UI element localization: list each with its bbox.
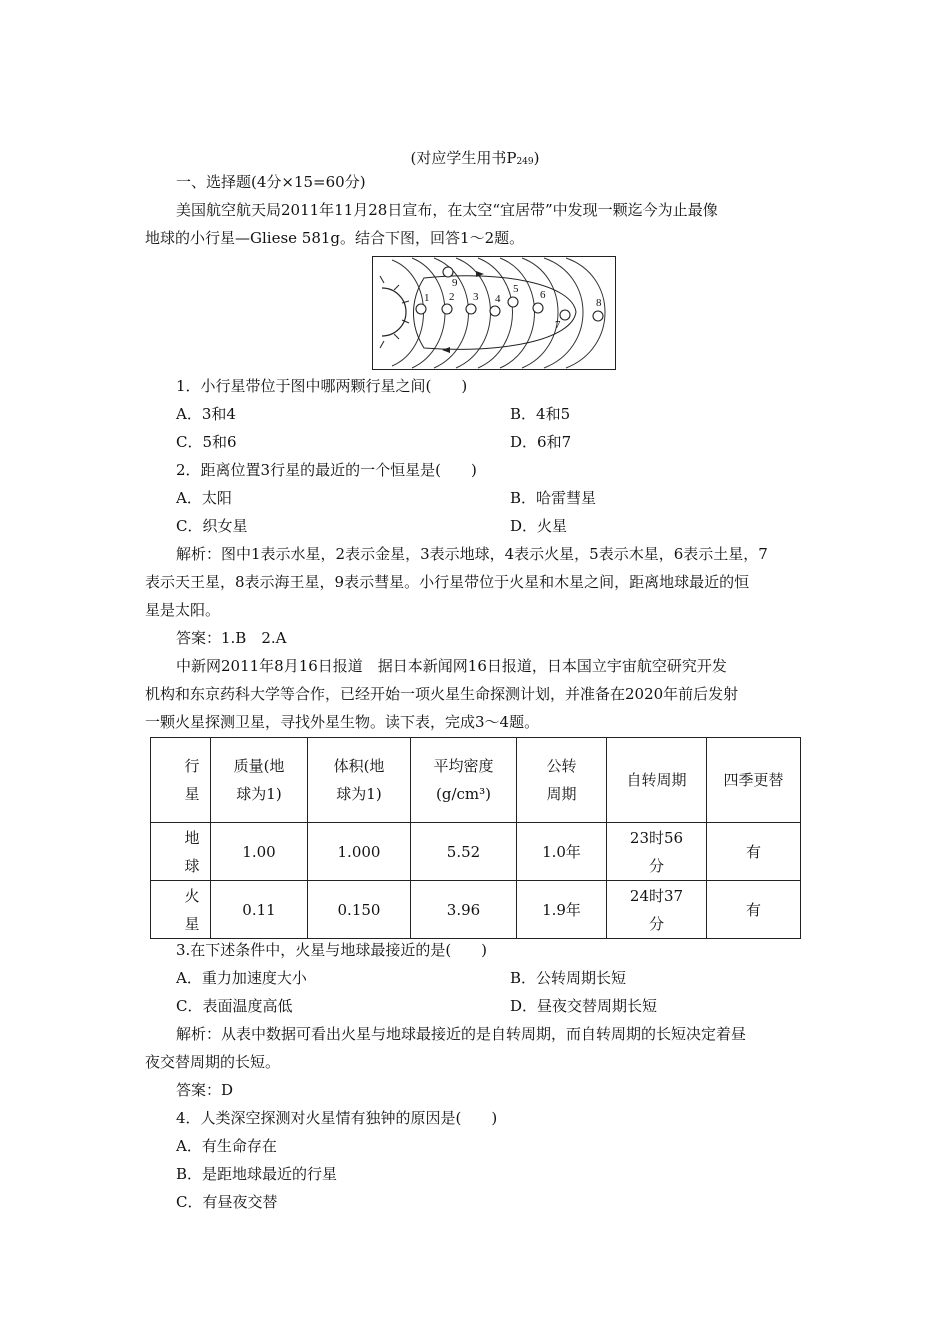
- analysis-line: 夜交替周期的长短。: [145, 1053, 281, 1071]
- answer-3: 答案：D: [176, 1081, 234, 1099]
- intro-paragraph-line: 地球的小行星—Gliese 581g。结合下图，回答1～2题。: [145, 229, 525, 247]
- answer-1-2: 答案：1.B 2.A: [176, 629, 287, 647]
- comet-arrow-icon: [442, 347, 450, 353]
- mass-cell: 1.00: [211, 823, 308, 881]
- intro-paragraph-line: 机构和东京药科大学等合作，已经开始一项火星生命探测计划，并准备在2020年前后发射: [145, 685, 739, 703]
- page-reference: (对应学生用书$P_{249}$): [410, 149, 540, 167]
- table-header-cell: 体积(地球为1): [308, 738, 411, 823]
- intro-paragraph-line: 中新网2011年8月16日报道 据日本新闻网16日报道，日本国立宇宙航空研究开发: [176, 657, 727, 675]
- intro-paragraph-line: 一颗火星探测卫星，寻找外星生物。读下表，完成3～4题。: [145, 713, 540, 731]
- planet-1: [416, 304, 426, 314]
- rotation-period: 23时56分: [629, 828, 684, 875]
- planet-label: 9: [452, 277, 458, 289]
- planet-7: [560, 310, 570, 320]
- q3-option-d: D．昼夜交替周期长短: [510, 997, 658, 1015]
- table-header-cell: 四季更替: [707, 738, 801, 823]
- planet-label: 6: [540, 289, 546, 301]
- volume-cell: 0.150: [308, 881, 411, 939]
- q4-option-a: A．有生命存在: [176, 1137, 277, 1155]
- table-row: [151, 881, 801, 939]
- table-row: [151, 823, 801, 881]
- table-header-cell: 自转周期: [607, 738, 707, 823]
- table-header-cell: 平均密度(g/cm³): [411, 738, 517, 823]
- planet-label: 5: [513, 283, 519, 295]
- analysis-line: 解析：从表中数据可看出火星与地球最接近的是自转周期，而自转周期的长短决定着昼: [176, 1025, 747, 1043]
- planet-label: 1: [424, 292, 430, 304]
- planet-name: 火星: [184, 886, 200, 933]
- planet-name: 地球: [184, 828, 200, 875]
- density-cell: 3.96: [411, 881, 517, 939]
- seasons-cell: 有: [707, 881, 801, 939]
- planet-2: [442, 304, 452, 314]
- solar-system-diagram: [372, 256, 616, 370]
- q1-option-a: A．3和4: [176, 405, 236, 423]
- q1-option-d: D．6和7: [510, 433, 572, 451]
- planet-9: [443, 267, 453, 277]
- planet-label: 8: [596, 297, 602, 309]
- q3-option-b: B．公转周期长短: [510, 969, 627, 987]
- question-3-stem: 3.在下述条件中，火星与地球最接近的是( ): [176, 941, 488, 959]
- orbit-period: 1.0年: [542, 842, 581, 861]
- orbit-period: 1.9年: [542, 900, 581, 919]
- planet-label: 4: [495, 293, 501, 305]
- q1-option-b: B．4和5: [510, 405, 571, 423]
- analysis-line: 解析：图中1表示水星，2表示金星，3表示地球，4表示火星，5表示木星，6表示土星，7: [176, 545, 768, 563]
- q1-option-c: C．5和6: [176, 433, 237, 451]
- analysis-line: 星是太阳。: [145, 601, 221, 619]
- density-cell: 5.52: [411, 823, 517, 881]
- question-1-stem: 1．小行星带位于图中哪两颗行星之间( ): [176, 377, 468, 395]
- section-title: 一、选择题(4分×15=60分): [176, 173, 366, 191]
- planet-5: [508, 297, 518, 307]
- table-header-cell: 质量(地球为1): [211, 738, 308, 823]
- sun-rays-icon: [380, 276, 409, 348]
- table-header-cell: 公转周期: [517, 738, 607, 823]
- question-2-stem: 2．距离位置3行星的最近的一个恒星是( ): [176, 461, 477, 479]
- q2-option-c: C．织女星: [176, 517, 248, 535]
- mass-cell: 0.11: [211, 881, 308, 939]
- question-4-stem: 4．人类深空探测对火星情有独钟的原因是( ): [176, 1109, 498, 1127]
- planet-3: [466, 304, 476, 314]
- planet-6: [533, 303, 543, 313]
- q2-option-d: D．火星: [510, 517, 568, 535]
- q3-option-a: A．重力加速度大小: [176, 969, 307, 987]
- q2-option-b: B．哈雷彗星: [510, 489, 597, 507]
- rotation-period: 24时37分: [629, 886, 684, 933]
- planet-label: 7: [555, 319, 561, 331]
- q4-option-c: C．有昼夜交替: [176, 1193, 278, 1211]
- planet-label: 2: [449, 291, 455, 303]
- volume-cell: 1.000: [308, 823, 411, 881]
- analysis-line: 表示天王星，8表示海王星，9表示彗星。小行星带位于火星和木星之间，距离地球最近的恒: [145, 573, 750, 591]
- table-header-cell: 行星: [151, 738, 211, 823]
- intro-paragraph-line: 美国航空航天局2011年11月28日宣布，在太空“宜居带”中发现一颗迄今为止最像: [176, 201, 718, 219]
- planet-4: [490, 306, 500, 316]
- q3-option-c: C．表面温度高低: [176, 997, 293, 1015]
- seasons-cell: 有: [707, 823, 801, 881]
- q4-option-b: B．是距地球最近的行星: [176, 1165, 338, 1183]
- planet-label: 3: [473, 291, 479, 303]
- planet-8: [593, 311, 603, 321]
- sun-icon: [382, 288, 406, 336]
- planet-data-table: [150, 737, 801, 939]
- q2-option-a: A．太阳: [176, 489, 232, 507]
